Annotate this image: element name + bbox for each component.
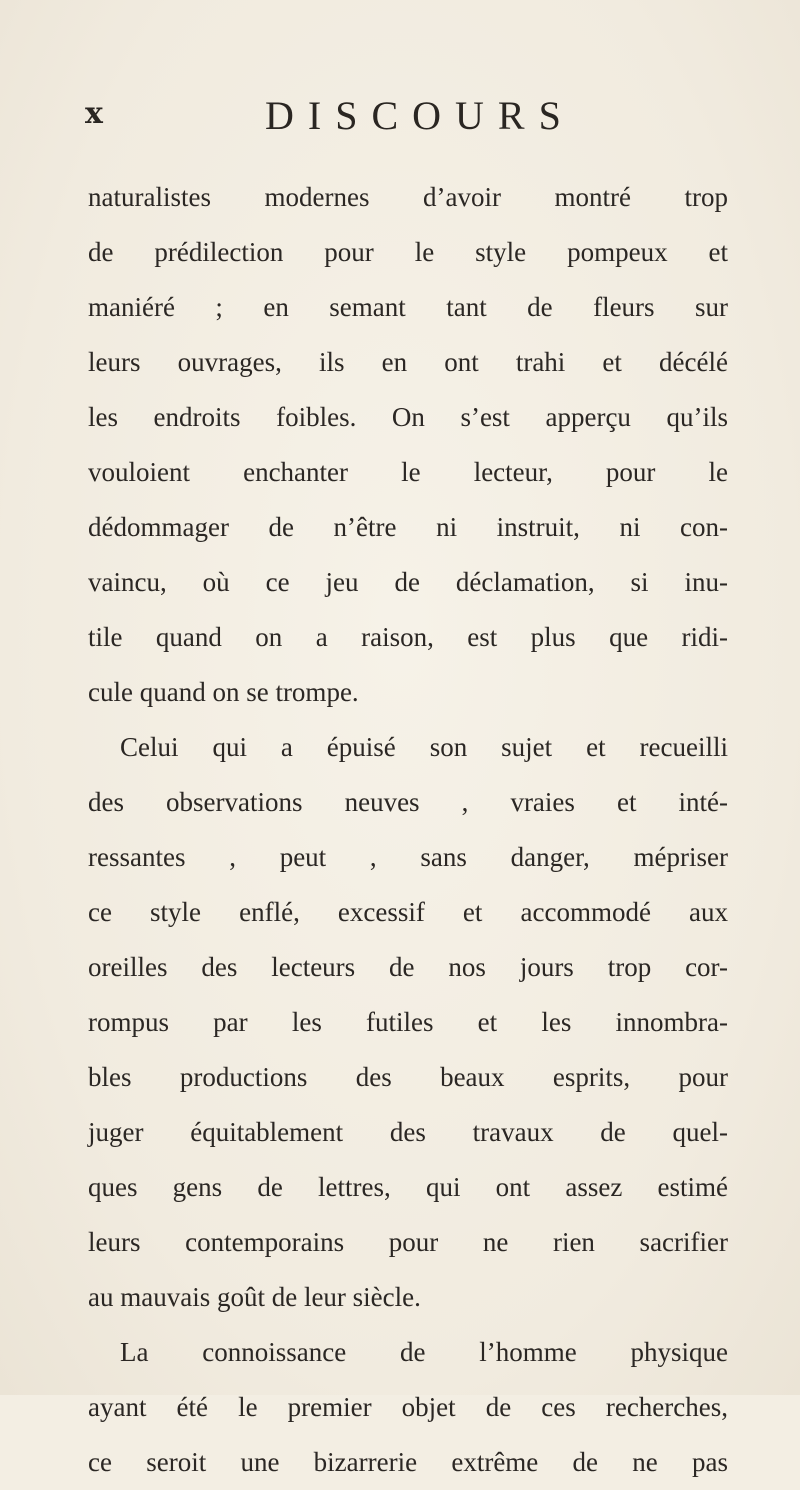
text-line: ressantes , peut , sans danger, mépriser bbox=[88, 842, 728, 872]
text-line: oreilles des lecteurs de nos jours trop cor- bbox=[88, 952, 728, 982]
text-line: juger équitablement des travaux de quel- bbox=[88, 1117, 728, 1147]
text-line: au mauvais goût de leur siècle. bbox=[88, 1282, 421, 1312]
text-line: naturalistes modernes d’avoir montré trop bbox=[88, 182, 728, 212]
text-line: cule quand on se trompe. bbox=[88, 677, 359, 707]
text-line: ce seroit une bizarrerie extrême de ne pas bbox=[88, 1447, 728, 1477]
running-head bbox=[85, 92, 725, 142]
page-number: x bbox=[85, 96, 103, 131]
text-line: vaincu, où ce jeu de déclamation, si inu- bbox=[88, 567, 728, 597]
text-line: dédommager de n’être ni instruit, ni con- bbox=[88, 512, 728, 542]
text-line: maniéré ; en semant tant de fleurs sur bbox=[88, 292, 728, 322]
text-line: rompus par les futiles et les innombra- bbox=[88, 1007, 728, 1037]
text-line: vouloient enchanter le lecteur, pour le bbox=[88, 457, 728, 487]
text-line: ques gens de lettres, qui ont assez estimé bbox=[88, 1172, 728, 1202]
body-text bbox=[88, 170, 728, 1490]
text-line: des observations neuves , vraies et inté- bbox=[88, 787, 728, 817]
text-line: Celui qui a épuisé son sujet et recueilli bbox=[120, 732, 728, 762]
text-line: les endroits foibles. On s’est apperçu qu’ils bbox=[88, 402, 728, 432]
text-line: bles productions des beaux esprits, pour bbox=[88, 1062, 728, 1092]
text-line: leurs contemporains pour ne rien sacrifier bbox=[88, 1227, 728, 1257]
text-line: La connoissance de l’homme physique bbox=[120, 1337, 728, 1367]
text-line: ayant été le premier objet de ces recherches, bbox=[88, 1392, 728, 1422]
text-line: de prédilection pour le style pompeux et bbox=[88, 237, 728, 267]
running-head-title: DISCOURS bbox=[265, 93, 575, 138]
text-line: tile quand on a raison, est plus que ridi- bbox=[88, 622, 728, 652]
text-line: leurs ouvrages, ils en ont trahi et décélé bbox=[88, 347, 728, 377]
text-line: ce style enflé, excessif et accommodé aux bbox=[88, 897, 728, 927]
